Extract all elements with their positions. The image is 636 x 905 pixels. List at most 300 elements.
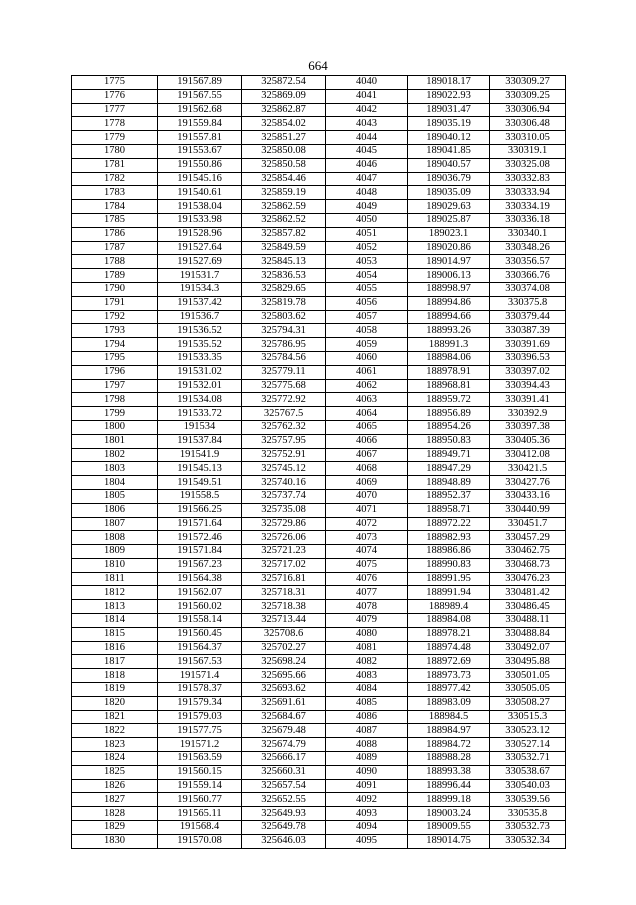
point-number-left-cell: 1802 (72, 448, 158, 462)
y-coordinate-right-cell: 330532.34 (490, 834, 566, 848)
y-coordinate-right-cell: 330366.76 (490, 269, 566, 283)
table-row (72, 710, 566, 724)
point-number-left-cell: 1797 (72, 379, 158, 393)
table-row (72, 282, 566, 296)
point-number-left-cell: 1811 (72, 572, 158, 586)
point-number-right-cell: 4063 (326, 393, 408, 407)
x-coordinate-left-cell: 191531.02 (158, 365, 242, 379)
table-row (72, 586, 566, 600)
x-coordinate-right-cell: 188956.89 (408, 407, 490, 421)
point-number-left-cell: 1817 (72, 655, 158, 669)
point-number-left-cell: 1824 (72, 752, 158, 766)
table-row (72, 269, 566, 283)
y-coordinate-right-cell: 330412.08 (490, 448, 566, 462)
x-coordinate-left-cell: 191567.89 (158, 76, 242, 90)
table-row (72, 572, 566, 586)
y-coordinate-right-cell: 330391.69 (490, 338, 566, 352)
x-coordinate-left-cell: 191533.72 (158, 407, 242, 421)
table-row (72, 310, 566, 324)
point-number-left-cell: 1812 (72, 586, 158, 600)
point-number-left-cell: 1775 (72, 76, 158, 90)
x-coordinate-left-cell: 191560.45 (158, 627, 242, 641)
x-coordinate-right-cell: 188978.91 (408, 365, 490, 379)
x-coordinate-right-cell: 188991.3 (408, 338, 490, 352)
point-number-left-cell: 1781 (72, 158, 158, 172)
y-coordinate-left-cell: 325862.52 (242, 213, 326, 227)
y-coordinate-right-cell: 330532.73 (490, 821, 566, 835)
x-coordinate-right-cell: 188950.83 (408, 434, 490, 448)
x-coordinate-right-cell: 188991.95 (408, 572, 490, 586)
x-coordinate-left-cell: 191533.98 (158, 213, 242, 227)
y-coordinate-right-cell: 330486.45 (490, 600, 566, 614)
table-row (72, 200, 566, 214)
x-coordinate-right-cell: 189018.17 (408, 76, 490, 90)
x-coordinate-left-cell: 191534.08 (158, 393, 242, 407)
table-row (72, 241, 566, 255)
x-coordinate-left-cell: 191560.77 (158, 793, 242, 807)
point-number-left-cell: 1830 (72, 834, 158, 848)
point-number-right-cell: 4088 (326, 738, 408, 752)
x-coordinate-right-cell: 188988.28 (408, 752, 490, 766)
table-row (72, 172, 566, 186)
y-coordinate-left-cell: 325819.78 (242, 296, 326, 310)
table-row (72, 131, 566, 145)
x-coordinate-left-cell: 191572.46 (158, 531, 242, 545)
point-number-left-cell: 1778 (72, 117, 158, 131)
point-number-left-cell: 1829 (72, 821, 158, 835)
table-row (72, 76, 566, 90)
table-row (72, 503, 566, 517)
x-coordinate-right-cell: 188973.73 (408, 669, 490, 683)
point-number-right-cell: 4064 (326, 407, 408, 421)
table-row (72, 545, 566, 559)
x-coordinate-left-cell: 191568.4 (158, 821, 242, 835)
y-coordinate-left-cell: 325794.31 (242, 324, 326, 338)
x-coordinate-left-cell: 191578.37 (158, 683, 242, 697)
x-coordinate-right-cell: 188974.48 (408, 641, 490, 655)
y-coordinate-right-cell: 330532.71 (490, 752, 566, 766)
point-number-right-cell: 4069 (326, 476, 408, 490)
point-number-left-cell: 1825 (72, 765, 158, 779)
y-coordinate-right-cell: 330427.76 (490, 476, 566, 490)
table-row (72, 296, 566, 310)
x-coordinate-right-cell: 189035.19 (408, 117, 490, 131)
point-number-right-cell: 4066 (326, 434, 408, 448)
y-coordinate-right-cell: 330397.38 (490, 420, 566, 434)
coordinates-table (71, 75, 566, 849)
y-coordinate-left-cell: 325693.62 (242, 683, 326, 697)
table-row (72, 696, 566, 710)
x-coordinate-left-cell: 191536.7 (158, 310, 242, 324)
point-number-right-cell: 4086 (326, 710, 408, 724)
table-row (72, 821, 566, 835)
y-coordinate-right-cell: 330476.23 (490, 572, 566, 586)
x-coordinate-left-cell: 191537.84 (158, 434, 242, 448)
x-coordinate-left-cell: 191537.42 (158, 296, 242, 310)
table-row (72, 227, 566, 241)
x-coordinate-right-cell: 188954.26 (408, 420, 490, 434)
point-number-left-cell: 1803 (72, 462, 158, 476)
y-coordinate-left-cell: 325745.12 (242, 462, 326, 476)
y-coordinate-left-cell: 325762.32 (242, 420, 326, 434)
table-row (72, 531, 566, 545)
x-coordinate-left-cell: 191545.16 (158, 172, 242, 186)
y-coordinate-right-cell: 330310.05 (490, 131, 566, 145)
y-coordinate-right-cell: 330379.44 (490, 310, 566, 324)
y-coordinate-left-cell: 325836.53 (242, 269, 326, 283)
table-row (72, 627, 566, 641)
y-coordinate-left-cell: 325649.78 (242, 821, 326, 835)
point-number-left-cell: 1820 (72, 696, 158, 710)
y-coordinate-left-cell: 325716.81 (242, 572, 326, 586)
y-coordinate-left-cell: 325859.19 (242, 186, 326, 200)
y-coordinate-right-cell: 330397.02 (490, 365, 566, 379)
x-coordinate-right-cell: 189029.63 (408, 200, 490, 214)
x-coordinate-right-cell: 188984.97 (408, 724, 490, 738)
point-number-left-cell: 1782 (72, 172, 158, 186)
y-coordinate-right-cell: 330433.16 (490, 489, 566, 503)
x-coordinate-left-cell: 191559.84 (158, 117, 242, 131)
x-coordinate-left-cell: 191571.2 (158, 738, 242, 752)
point-number-right-cell: 4084 (326, 683, 408, 697)
x-coordinate-right-cell: 189025.87 (408, 213, 490, 227)
y-coordinate-right-cell: 330394.43 (490, 379, 566, 393)
x-coordinate-right-cell: 188984.06 (408, 351, 490, 365)
y-coordinate-left-cell: 325862.87 (242, 103, 326, 117)
y-coordinate-left-cell: 325829.65 (242, 282, 326, 296)
x-coordinate-right-cell: 189009.55 (408, 821, 490, 835)
point-number-left-cell: 1822 (72, 724, 158, 738)
y-coordinate-left-cell: 325718.38 (242, 600, 326, 614)
x-coordinate-left-cell: 191545.13 (158, 462, 242, 476)
y-coordinate-left-cell: 325845.13 (242, 255, 326, 269)
point-number-right-cell: 4044 (326, 131, 408, 145)
table-row (72, 407, 566, 421)
y-coordinate-right-cell: 330539.56 (490, 793, 566, 807)
y-coordinate-left-cell: 325772.92 (242, 393, 326, 407)
point-number-right-cell: 4074 (326, 545, 408, 559)
x-coordinate-left-cell: 191557.81 (158, 131, 242, 145)
y-coordinate-left-cell: 325698.24 (242, 655, 326, 669)
x-coordinate-left-cell: 191558.14 (158, 614, 242, 628)
point-number-right-cell: 4043 (326, 117, 408, 131)
y-coordinate-left-cell: 325674.79 (242, 738, 326, 752)
y-coordinate-left-cell: 325729.86 (242, 517, 326, 531)
x-coordinate-right-cell: 188977.42 (408, 683, 490, 697)
table-row (72, 186, 566, 200)
table-row (72, 434, 566, 448)
x-coordinate-left-cell: 191536.52 (158, 324, 242, 338)
x-coordinate-right-cell: 188986.86 (408, 545, 490, 559)
x-coordinate-left-cell: 191577.75 (158, 724, 242, 738)
x-coordinate-left-cell: 191532.01 (158, 379, 242, 393)
y-coordinate-right-cell: 330306.48 (490, 117, 566, 131)
point-number-left-cell: 1798 (72, 393, 158, 407)
table-row (72, 558, 566, 572)
x-coordinate-left-cell: 191531.7 (158, 269, 242, 283)
y-coordinate-left-cell: 325767.5 (242, 407, 326, 421)
x-coordinate-right-cell: 188998.97 (408, 282, 490, 296)
y-coordinate-left-cell: 325786.95 (242, 338, 326, 352)
y-coordinate-left-cell: 325646.03 (242, 834, 326, 848)
y-coordinate-left-cell: 325652.55 (242, 793, 326, 807)
table-row (72, 462, 566, 476)
page-number: 664 (308, 58, 328, 73)
table-row (72, 724, 566, 738)
y-coordinate-left-cell: 325869.09 (242, 89, 326, 103)
point-number-right-cell: 4067 (326, 448, 408, 462)
point-number-left-cell: 1796 (72, 365, 158, 379)
point-number-left-cell: 1809 (72, 545, 158, 559)
y-coordinate-right-cell: 330348.26 (490, 241, 566, 255)
table-row (72, 683, 566, 697)
table-row (72, 765, 566, 779)
y-coordinate-right-cell: 330523.12 (490, 724, 566, 738)
table-row (72, 600, 566, 614)
point-number-right-cell: 4078 (326, 600, 408, 614)
table-row (72, 379, 566, 393)
y-coordinate-left-cell: 325721.23 (242, 545, 326, 559)
point-number-left-cell: 1823 (72, 738, 158, 752)
x-coordinate-right-cell: 188978.21 (408, 627, 490, 641)
point-number-left-cell: 1788 (72, 255, 158, 269)
x-coordinate-right-cell: 189006.13 (408, 269, 490, 283)
y-coordinate-right-cell: 330421.5 (490, 462, 566, 476)
point-number-left-cell: 1777 (72, 103, 158, 117)
table-row (72, 144, 566, 158)
point-number-left-cell: 1828 (72, 807, 158, 821)
table-row (72, 489, 566, 503)
y-coordinate-left-cell: 325649.93 (242, 807, 326, 821)
point-number-right-cell: 4051 (326, 227, 408, 241)
x-coordinate-left-cell: 191533.35 (158, 351, 242, 365)
table-row (72, 834, 566, 848)
y-coordinate-left-cell: 325784.56 (242, 351, 326, 365)
y-coordinate-right-cell: 330334.19 (490, 200, 566, 214)
x-coordinate-right-cell: 188972.69 (408, 655, 490, 669)
x-coordinate-left-cell: 191579.34 (158, 696, 242, 710)
y-coordinate-right-cell: 330440.99 (490, 503, 566, 517)
point-number-left-cell: 1790 (72, 282, 158, 296)
x-coordinate-left-cell: 191540.61 (158, 186, 242, 200)
y-coordinate-right-cell: 330375.8 (490, 296, 566, 310)
point-number-right-cell: 4076 (326, 572, 408, 586)
y-coordinate-right-cell: 330495.88 (490, 655, 566, 669)
y-coordinate-left-cell: 325850.08 (242, 144, 326, 158)
table-row (72, 641, 566, 655)
y-coordinate-right-cell: 330340.1 (490, 227, 566, 241)
table-row (72, 103, 566, 117)
point-number-left-cell: 1821 (72, 710, 158, 724)
point-number-right-cell: 4073 (326, 531, 408, 545)
x-coordinate-left-cell: 191571.64 (158, 517, 242, 531)
y-coordinate-left-cell: 325850.58 (242, 158, 326, 172)
x-coordinate-left-cell: 191579.03 (158, 710, 242, 724)
x-coordinate-left-cell: 191534.3 (158, 282, 242, 296)
table-row (72, 669, 566, 683)
table-row (72, 324, 566, 338)
point-number-right-cell: 4040 (326, 76, 408, 90)
x-coordinate-right-cell: 189036.79 (408, 172, 490, 186)
point-number-left-cell: 1827 (72, 793, 158, 807)
point-number-right-cell: 4052 (326, 241, 408, 255)
y-coordinate-left-cell: 325684.67 (242, 710, 326, 724)
y-coordinate-left-cell: 325737.74 (242, 489, 326, 503)
x-coordinate-left-cell: 191567.53 (158, 655, 242, 669)
point-number-right-cell: 4093 (326, 807, 408, 821)
x-coordinate-right-cell: 188947.29 (408, 462, 490, 476)
y-coordinate-right-cell: 330387.39 (490, 324, 566, 338)
y-coordinate-left-cell: 325854.46 (242, 172, 326, 186)
point-number-right-cell: 4042 (326, 103, 408, 117)
y-coordinate-right-cell: 330309.25 (490, 89, 566, 103)
point-number-left-cell: 1808 (72, 531, 158, 545)
x-coordinate-right-cell: 188989.4 (408, 600, 490, 614)
y-coordinate-right-cell: 330501.05 (490, 669, 566, 683)
y-coordinate-left-cell: 325702.27 (242, 641, 326, 655)
y-coordinate-right-cell: 330492.07 (490, 641, 566, 655)
point-number-right-cell: 4050 (326, 213, 408, 227)
x-coordinate-left-cell: 191527.64 (158, 241, 242, 255)
table-row (72, 476, 566, 490)
point-number-right-cell: 4087 (326, 724, 408, 738)
y-coordinate-left-cell: 325708.6 (242, 627, 326, 641)
point-number-right-cell: 4068 (326, 462, 408, 476)
y-coordinate-right-cell: 330540.03 (490, 779, 566, 793)
y-coordinate-right-cell: 330488.84 (490, 627, 566, 641)
x-coordinate-right-cell: 188991.94 (408, 586, 490, 600)
table-row (72, 420, 566, 434)
y-coordinate-left-cell: 325718.31 (242, 586, 326, 600)
point-number-left-cell: 1793 (72, 324, 158, 338)
point-number-left-cell: 1784 (72, 200, 158, 214)
y-coordinate-left-cell: 325657.54 (242, 779, 326, 793)
y-coordinate-right-cell: 330309.27 (490, 76, 566, 90)
point-number-right-cell: 4092 (326, 793, 408, 807)
y-coordinate-left-cell: 325713.44 (242, 614, 326, 628)
point-number-right-cell: 4081 (326, 641, 408, 655)
y-coordinate-left-cell: 325660.31 (242, 765, 326, 779)
y-coordinate-right-cell: 330325.08 (490, 158, 566, 172)
x-coordinate-left-cell: 191538.04 (158, 200, 242, 214)
table-row (72, 655, 566, 669)
y-coordinate-right-cell: 330538.67 (490, 765, 566, 779)
point-number-right-cell: 4061 (326, 365, 408, 379)
x-coordinate-right-cell: 188983.09 (408, 696, 490, 710)
x-coordinate-left-cell: 191535.52 (158, 338, 242, 352)
point-number-left-cell: 1787 (72, 241, 158, 255)
y-coordinate-left-cell: 325857.82 (242, 227, 326, 241)
point-number-right-cell: 4055 (326, 282, 408, 296)
point-number-right-cell: 4053 (326, 255, 408, 269)
y-coordinate-right-cell: 330468.73 (490, 558, 566, 572)
point-number-right-cell: 4054 (326, 269, 408, 283)
x-coordinate-left-cell: 191562.07 (158, 586, 242, 600)
x-coordinate-left-cell: 191564.38 (158, 572, 242, 586)
table-row (72, 517, 566, 531)
table-row (72, 89, 566, 103)
x-coordinate-left-cell: 191564.37 (158, 641, 242, 655)
y-coordinate-right-cell: 330505.05 (490, 683, 566, 697)
y-coordinate-left-cell: 325775.68 (242, 379, 326, 393)
table-row (72, 255, 566, 269)
y-coordinate-left-cell: 325666.17 (242, 752, 326, 766)
point-number-left-cell: 1789 (72, 269, 158, 283)
x-coordinate-left-cell: 191550.86 (158, 158, 242, 172)
point-number-right-cell: 4059 (326, 338, 408, 352)
point-number-left-cell: 1799 (72, 407, 158, 421)
point-number-left-cell: 1818 (72, 669, 158, 683)
x-coordinate-left-cell: 191560.02 (158, 600, 242, 614)
x-coordinate-right-cell: 189040.12 (408, 131, 490, 145)
x-coordinate-left-cell: 191559.14 (158, 779, 242, 793)
table-row (72, 752, 566, 766)
y-coordinate-right-cell: 330457.29 (490, 531, 566, 545)
x-coordinate-right-cell: 189040.57 (408, 158, 490, 172)
y-coordinate-right-cell: 330508.27 (490, 696, 566, 710)
point-number-left-cell: 1786 (72, 227, 158, 241)
y-coordinate-left-cell: 325679.48 (242, 724, 326, 738)
point-number-left-cell: 1819 (72, 683, 158, 697)
y-coordinate-right-cell: 330356.57 (490, 255, 566, 269)
y-coordinate-right-cell: 330391.41 (490, 393, 566, 407)
table-body (72, 76, 566, 849)
y-coordinate-right-cell: 330451.7 (490, 517, 566, 531)
x-coordinate-right-cell: 189031.47 (408, 103, 490, 117)
x-coordinate-right-cell: 188952.37 (408, 489, 490, 503)
point-number-right-cell: 4056 (326, 296, 408, 310)
y-coordinate-right-cell: 330515.3 (490, 710, 566, 724)
y-coordinate-left-cell: 325752.91 (242, 448, 326, 462)
x-coordinate-right-cell: 189035.09 (408, 186, 490, 200)
point-number-right-cell: 4090 (326, 765, 408, 779)
x-coordinate-right-cell: 188968.81 (408, 379, 490, 393)
x-coordinate-right-cell: 188984.5 (408, 710, 490, 724)
x-coordinate-right-cell: 189023.1 (408, 227, 490, 241)
table-row (72, 793, 566, 807)
x-coordinate-left-cell: 191541.9 (158, 448, 242, 462)
point-number-left-cell: 1807 (72, 517, 158, 531)
x-coordinate-left-cell: 191562.68 (158, 103, 242, 117)
y-coordinate-left-cell: 325691.61 (242, 696, 326, 710)
x-coordinate-right-cell: 188990.83 (408, 558, 490, 572)
x-coordinate-right-cell: 188994.66 (408, 310, 490, 324)
y-coordinate-right-cell: 330488.11 (490, 614, 566, 628)
point-number-left-cell: 1815 (72, 627, 158, 641)
x-coordinate-left-cell: 191566.25 (158, 503, 242, 517)
y-coordinate-left-cell: 325854.02 (242, 117, 326, 131)
table-row (72, 213, 566, 227)
table-row (72, 738, 566, 752)
point-number-right-cell: 4089 (326, 752, 408, 766)
y-coordinate-right-cell: 330374.08 (490, 282, 566, 296)
point-number-left-cell: 1776 (72, 89, 158, 103)
x-coordinate-right-cell: 188958.71 (408, 503, 490, 517)
point-number-left-cell: 1794 (72, 338, 158, 352)
x-coordinate-left-cell: 191567.23 (158, 558, 242, 572)
x-coordinate-right-cell: 188984.72 (408, 738, 490, 752)
point-number-left-cell: 1810 (72, 558, 158, 572)
point-number-right-cell: 4080 (326, 627, 408, 641)
y-coordinate-left-cell: 325849.59 (242, 241, 326, 255)
x-coordinate-right-cell: 189022.93 (408, 89, 490, 103)
y-coordinate-right-cell: 330332.83 (490, 172, 566, 186)
y-coordinate-left-cell: 325695.66 (242, 669, 326, 683)
x-coordinate-left-cell: 191553.67 (158, 144, 242, 158)
y-coordinate-right-cell: 330336.18 (490, 213, 566, 227)
point-number-left-cell: 1780 (72, 144, 158, 158)
x-coordinate-right-cell: 189014.97 (408, 255, 490, 269)
